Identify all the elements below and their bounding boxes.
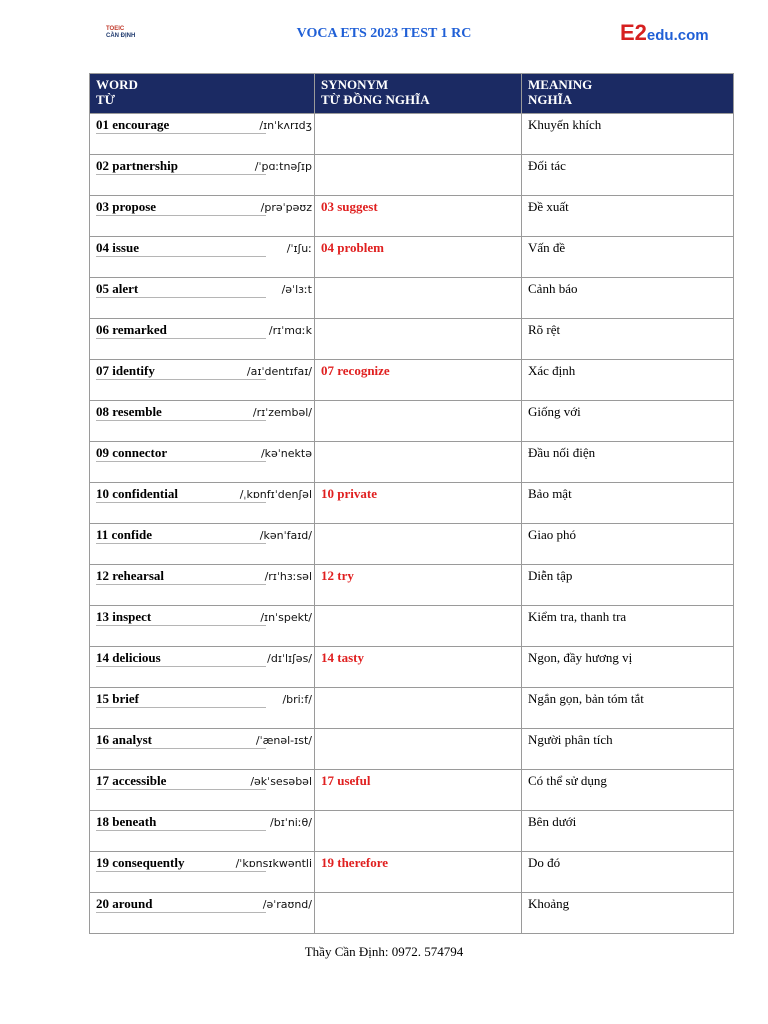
table-header-row (90, 74, 734, 114)
word-cell (90, 893, 315, 934)
footer-contact: Thầy Cần Định: 0972. 574794 (304, 944, 464, 959)
synonym-cell (315, 196, 522, 237)
meaning-text: Khuyến khích (528, 117, 602, 132)
word-pronunciation: /kənˈfaɪd/ (259, 529, 312, 542)
table-row (90, 401, 734, 442)
word-cell (90, 647, 315, 688)
word-pronunciation: /ˈkɒnsɪkwəntli (235, 857, 312, 870)
word-pronunciation: /rɪˈhɜːsəl (264, 570, 312, 583)
meaning-cell (522, 811, 734, 852)
word-cell (90, 360, 315, 401)
meaning-text: Xác định (528, 363, 576, 378)
meaning-cell (522, 729, 734, 770)
word-term: 11 confide (96, 527, 152, 542)
header-meaning (522, 74, 734, 114)
header-synonym-vi: TỪ ĐỒNG NGHĨA (321, 92, 430, 107)
e2edu-logo (620, 20, 709, 46)
word-cell (90, 811, 315, 852)
word-cell (90, 196, 315, 237)
word-term: 08 resemble (96, 404, 162, 419)
word-pronunciation: /aɪˈdentɪfaɪ/ (246, 365, 312, 378)
meaning-text: Vấn đề (528, 240, 566, 255)
word-pronunciation: /ɪnˈkʌrɪdʒ (259, 119, 312, 132)
pronunciation-underline (96, 338, 266, 339)
word-cell (90, 688, 315, 729)
meaning-cell (522, 319, 734, 360)
meaning-cell (522, 524, 734, 565)
synonym-cell (315, 852, 522, 893)
meaning-text: Cảnh báo (528, 281, 578, 296)
meaning-cell (522, 360, 734, 401)
meaning-text: Kiểm tra, thanh tra (528, 609, 627, 624)
word-pronunciation: /əˈraʊnd/ (262, 898, 312, 911)
word-pronunciation: /rɪˈzembəl/ (252, 406, 312, 419)
header-synonym (315, 74, 522, 114)
meaning-text: Diễn tập (528, 568, 573, 583)
meaning-text: Bên dưới (528, 814, 577, 829)
synonym-text (315, 688, 521, 691)
synonym-cell (315, 360, 522, 401)
pronunciation-underline (96, 912, 266, 913)
meaning-text: Đầu nối điện (528, 445, 596, 460)
pronunciation-underline (96, 256, 266, 257)
document-title: VOCA ETS 2023 TEST 1 RC (296, 26, 472, 41)
pronunciation-underline (96, 830, 266, 831)
word-pronunciation: /ˈpɑːtnəʃɪp (254, 160, 312, 173)
word-cell (90, 237, 315, 278)
header-synonym-en: SYNONYM (321, 77, 389, 92)
synonym-text: 19 therefore (321, 855, 389, 870)
table-row (90, 852, 734, 893)
header-meaning-vi: NGHĨA (528, 92, 573, 107)
word-cell (90, 770, 315, 811)
header-word-vi: TỪ (96, 92, 116, 107)
synonym-text: 07 recognize (321, 363, 390, 378)
synonym-cell (315, 647, 522, 688)
word-term: 12 rehearsal (96, 568, 164, 583)
meaning-cell (522, 155, 734, 196)
table-row (90, 647, 734, 688)
pronunciation-underline (96, 461, 266, 462)
word-term: 19 consequently (96, 855, 185, 870)
meaning-text: Có thể sử dụng (528, 773, 607, 788)
synonym-cell (315, 442, 522, 483)
table-row (90, 688, 734, 729)
table-row (90, 565, 734, 606)
table-row (90, 770, 734, 811)
meaning-text: Người phân tích (528, 732, 613, 747)
pronunciation-underline (96, 297, 266, 298)
synonym-text (315, 319, 521, 322)
word-cell (90, 401, 315, 442)
synonym-text (315, 729, 521, 732)
logo-edu-com: edu.com (646, 27, 709, 44)
synonym-cell (315, 770, 522, 811)
word-term: 09 connector (96, 445, 168, 460)
meaning-cell (522, 606, 734, 647)
word-cell (90, 319, 315, 360)
meaning-text: Ngon, đầy hương vị (528, 650, 633, 665)
synonym-cell (315, 155, 522, 196)
synonym-text (315, 606, 521, 609)
word-cell (90, 278, 315, 319)
word-term: 17 accessible (96, 773, 167, 788)
word-cell (90, 442, 315, 483)
logo-line-1: TOEIC (106, 26, 125, 32)
meaning-cell (522, 278, 734, 319)
synonym-text (315, 155, 521, 158)
synonym-text (315, 114, 521, 117)
word-term: 01 encourage (96, 117, 170, 132)
table-row (90, 811, 734, 852)
word-term: 04 issue (96, 240, 139, 255)
synonym-text (315, 278, 521, 281)
word-term: 20 around (96, 896, 153, 911)
synonym-cell (315, 114, 522, 155)
synonym-cell (315, 893, 522, 934)
word-pronunciation: /ˌkɒnfɪˈdenʃəl (239, 488, 312, 501)
word-term: 18 beneath (96, 814, 157, 829)
word-pronunciation: /kəˈnektə (260, 447, 312, 460)
pronunciation-underline (96, 174, 266, 175)
word-cell (90, 524, 315, 565)
header-word (90, 74, 315, 114)
meaning-cell (522, 114, 734, 155)
pronunciation-underline (96, 666, 266, 667)
table-row (90, 114, 734, 155)
pronunciation-underline (96, 748, 266, 749)
pronunciation-underline (96, 379, 266, 380)
table-row (90, 729, 734, 770)
meaning-cell (522, 565, 734, 606)
word-pronunciation: /prəˈpəʊz (260, 201, 312, 214)
word-pronunciation: /dɪˈlɪʃəs/ (267, 652, 312, 665)
word-pronunciation: /ɪnˈspekt/ (260, 611, 312, 624)
synonym-cell (315, 688, 522, 729)
word-pronunciation: /əkˈsesəbəl (250, 775, 312, 788)
meaning-cell (522, 442, 734, 483)
word-pronunciation: /ˈænəl-ɪst/ (255, 734, 312, 747)
meaning-cell (522, 401, 734, 442)
word-cell (90, 852, 315, 893)
synonym-cell (315, 401, 522, 442)
logo-e2: E2 (620, 20, 647, 45)
synonym-cell (315, 524, 522, 565)
table-row (90, 893, 734, 934)
synonym-text (315, 893, 521, 896)
word-term: 03 propose (96, 199, 157, 214)
synonym-text: 17 useful (321, 773, 371, 788)
synonym-text: 04 problem (321, 240, 384, 255)
meaning-cell (522, 647, 734, 688)
meaning-cell (522, 893, 734, 934)
vocabulary-table (89, 73, 734, 934)
synonym-text: 03 suggest (321, 199, 378, 214)
table-row (90, 483, 734, 524)
pronunciation-underline (96, 625, 266, 626)
synonym-cell (315, 237, 522, 278)
table-row (90, 155, 734, 196)
table-row (90, 606, 734, 647)
synonym-text: 12 try (321, 568, 354, 583)
meaning-cell (522, 483, 734, 524)
word-term: 14 delicious (96, 650, 161, 665)
synonym-text (315, 401, 521, 404)
meaning-text: Giống với (528, 404, 581, 419)
pronunciation-underline (96, 502, 266, 503)
word-pronunciation: /ˈɪʃuː (286, 242, 312, 255)
word-term: 15 brief (96, 691, 139, 706)
word-term: 06 remarked (96, 322, 167, 337)
meaning-cell (522, 237, 734, 278)
word-term: 10 confidential (96, 486, 178, 501)
header-meaning-en: MEANING (528, 77, 593, 92)
meaning-text: Giao phó (528, 527, 577, 542)
synonym-cell (315, 483, 522, 524)
pronunciation-underline (96, 133, 266, 134)
meaning-cell (522, 196, 734, 237)
word-cell (90, 114, 315, 155)
synonym-cell (315, 319, 522, 360)
header-word-en: WORD (96, 77, 138, 92)
word-term: 13 inspect (96, 609, 152, 624)
logo-line-2: CẦN ĐỊNH (106, 33, 136, 39)
meaning-text: Bảo mật (528, 486, 572, 501)
meaning-cell (522, 688, 734, 729)
meaning-text: Đối tác (528, 158, 566, 173)
meaning-text: Rõ rệt (528, 322, 561, 337)
synonym-text: 10 private (321, 486, 377, 501)
word-cell (90, 155, 315, 196)
word-cell (90, 565, 315, 606)
word-cell (90, 729, 315, 770)
pronunciation-underline (96, 789, 266, 790)
meaning-text: Do đó (528, 855, 561, 870)
page-header (0, 0, 768, 70)
meaning-text: Đề xuất (528, 199, 569, 214)
pronunciation-underline (96, 584, 266, 585)
pronunciation-underline (96, 707, 266, 708)
table-row (90, 319, 734, 360)
table-row (90, 278, 734, 319)
synonym-text (315, 811, 521, 814)
synonym-text: 14 tasty (321, 650, 364, 665)
word-pronunciation: /əˈlɜːt (281, 283, 312, 296)
synonym-cell (315, 811, 522, 852)
word-cell (90, 606, 315, 647)
table-row (90, 237, 734, 278)
word-term: 07 identify (96, 363, 155, 378)
pronunciation-underline (96, 420, 266, 421)
meaning-text: Ngắn gọn, bản tóm tắt (528, 691, 644, 706)
meaning-text: Khoảng (528, 896, 570, 911)
word-pronunciation: /briːf/ (282, 693, 312, 706)
word-term: 05 alert (96, 281, 139, 296)
word-cell (90, 483, 315, 524)
synonym-cell (315, 278, 522, 319)
table-row (90, 524, 734, 565)
meaning-cell (522, 852, 734, 893)
synonym-cell (315, 565, 522, 606)
synonym-cell (315, 729, 522, 770)
table-row (90, 196, 734, 237)
word-pronunciation: /bɪˈniːθ/ (270, 816, 312, 829)
pronunciation-underline (96, 871, 266, 872)
table-row (90, 360, 734, 401)
word-pronunciation: /rɪˈmɑːk (268, 324, 312, 337)
meaning-cell (522, 770, 734, 811)
word-term: 02 partnership (96, 158, 178, 173)
synonym-text (315, 524, 521, 527)
synonym-cell (315, 606, 522, 647)
pronunciation-underline (96, 215, 266, 216)
word-term: 16 analyst (96, 732, 152, 747)
table-row (90, 442, 734, 483)
pronunciation-underline (96, 543, 266, 544)
synonym-text (315, 442, 521, 445)
